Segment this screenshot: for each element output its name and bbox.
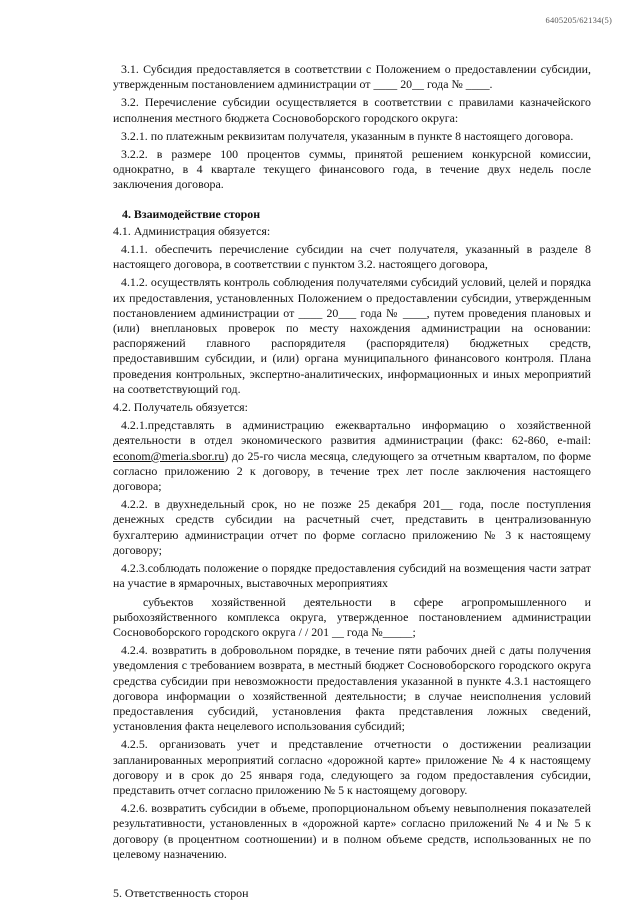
clause-4-2-5: 4.2.5. организовать учет и представление отчетности о достижении реализации запланированных мероприятий согласно «дорожной карте» приложение № 4 к настоящему договору и в срок до 25 января года, следующего за годом предоставления субсидии, представить отчет согласно приложению № 5 к настоящему договору. — [113, 737, 591, 797]
clause-4-2-3: 4.2.3.соблюдать положение о порядке предоставления субсидий на возмещения части затрат на участие в ярмарочных, выставочных мероприятиях — [113, 561, 591, 591]
clause-3-1: 3.1. Субсидия предоставляется в соответствии с Положением о предоставлении субсидии, утвержденным постановлением администрации от ____ 20__ года № ____. — [113, 62, 591, 92]
clause-4-2-1-text-a: 4.2.1.представлять в администрацию ежеквартально информацию о хозяйственной деятельности в отдел экономического развития администрации (факс: 62-860, e-mail: — [113, 418, 591, 448]
clause-4-2-1 — [113, 418, 591, 494]
section-4-heading: 4. Взаимодействие сторон — [122, 206, 261, 221]
clause-4-2-3-continuation: субъектов хозяйственной деятельности в сфере агропромышленного и рыбохозяйственного комплекса округа, утвержденное постановлением администрации Сосновоборского городского округа / / 201 __ года №_____; — [113, 594, 591, 639]
section-5-heading: 5. Ответственность сторон — [113, 885, 249, 900]
document-body — [113, 62, 591, 901]
clause-4-2: 4.2. Получатель обязуется: — [113, 400, 248, 415]
clause-4-2-6: 4.2.6. возвратить субсидии в объеме, пропорциональном объему невыполнения показателей результативности, установленных в «дорожной карте» согласно приложений № 4 и № 5 к договору (в процентном соотношении) и в полном объеме средств, использованных не по целевому назначению. — [113, 801, 591, 861]
clause-4-1: 4.1. Администрация обязуется: — [113, 223, 271, 238]
clause-4-2-2: 4.2.2. в двухнедельный срок, но не позже 25 декабря 201__ года, после поступления денежных средств субсидии на расчетный счет, представить в централизованную бухгалтерию администрации отчет по форме согласно приложению № 3 к настоящему договору; — [113, 497, 591, 557]
clause-3-2-1: 3.2.1. по платежным реквизитам получателя, указанным в пункте 8 настоящего договора. — [121, 128, 574, 143]
clause-4-1-2: 4.1.2. осуществлять контроль соблюдения получателями субсидий условий, целей и порядка их предоставления, установленных Положением о предоставлении субсидии, утвержденным постановлением администрации от ____ 20___ года № ____, путем проведения плановых и (или) внеплановых проверок по месту нахождения администрации на основании: распоряжений главного распорядителя (распорядителя) бюджетных средств, предоставившим субсидии, и (или) органа муниципального финансового контроля. Плана проведения контрольных, экспертно-аналитических, информационных и иных мероприятий на соответствующий год. — [113, 275, 591, 396]
clause-4-1-1: 4.1.1. обеспечить перечисление субсидии на счет получателя, указанный в разделе 8 настоящего договора, в соответствии с пунктом 3.2. настоящего договора, — [113, 242, 591, 272]
document-id: 6405205/62134(5) — [545, 15, 612, 25]
clause-4-2-1-text-b: ) до 25-го числа месяца, следующего за отчетным кварталом, по форме согласно приложению 2 к договору, в течение трех лет после заключения настоящего договора; — [113, 448, 591, 494]
clause-4-2-4: 4.2.4. возвратить в добровольном порядке, в течение пяти рабочих дней с даты получения уведомления с требованием возврата, в местный бюджет Сосновоборского городского округа средства субсидии при невозможности предоставления указанной в пункте 4.3.1 настоящего договора информации о хозяйственной деятельности; в случае неисполнения условий предоставления субсидий, установления факта представления ложных сведений, установления факта нецелевого использования субсидий; — [113, 643, 591, 734]
email-link[interactable]: econom@meria.sbor.ru — [113, 448, 225, 463]
clause-3-2-2: 3.2.2. в размере 100 процентов суммы, принятой решением конкурсной комиссии, однократно, в 4 квартале текущего финансового года, в течение двух недель после заключения договора. — [113, 147, 591, 192]
clause-3-2: 3.2. Перечисление субсидии осуществляется в соответствии с правилами казначейского исполнения местного бюджета Сосновоборского городского округа: — [113, 95, 591, 125]
